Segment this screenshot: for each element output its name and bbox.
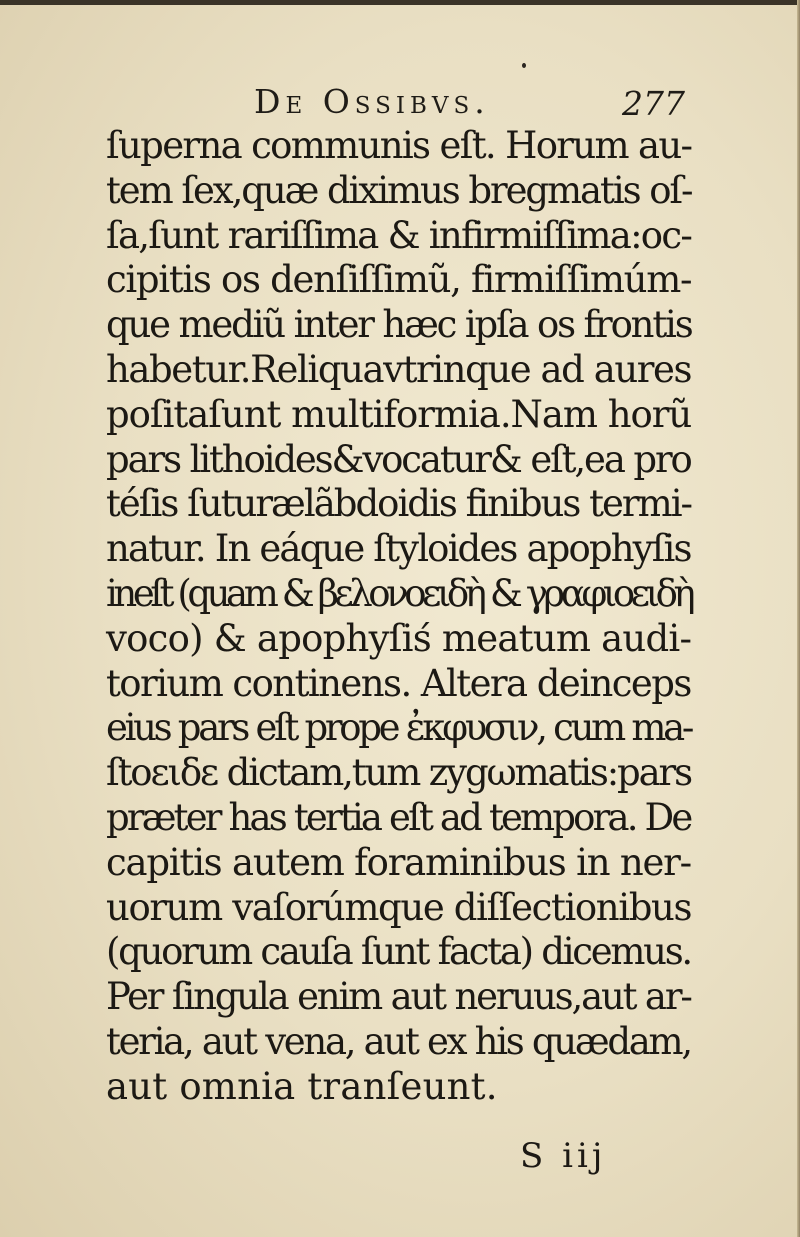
text-line: præter has tertia eſt ad tempora. De	[106, 795, 691, 839]
text-line: ſuperna communis eſt. Horum au-	[106, 124, 692, 167]
body-text	[106, 124, 692, 1110]
text-line: teria, aut vena, aut ex his quædam,	[106, 1019, 691, 1063]
ink-speck	[522, 63, 526, 68]
page-number: 277	[622, 84, 685, 123]
text-line: ſtoειδε dictam,tum zygωmatis:pars	[106, 751, 691, 795]
text-line: eius pars eſt prope ἐκφυσιν, cum ma-	[106, 706, 692, 750]
text-line: uorum vaſorúmque diſſectionibus	[106, 885, 692, 929]
text-line: ſa,ſunt rariſſima & infirmiſſima:oc-	[106, 213, 692, 257]
text-line: voco) & apophyſiś meatum audi-	[106, 616, 692, 660]
text-line: ineſt (quam & βελονοειδὴ & γραφιοειδὴ	[106, 571, 692, 615]
text-line: (quorum cauſa ſunt facta) dicemus.	[106, 930, 691, 974]
running-head: De Ossibvs.	[254, 82, 490, 121]
text-line: aut omnia tranſeunt.	[106, 1064, 498, 1108]
text-line: Per ſingula enim aut neruus,aut ar-	[106, 975, 691, 1019]
text-line: cipitis os denſiſſimũ, firmiſſimúm-	[106, 258, 692, 302]
text-line: torium continens. Altera deinceps	[106, 661, 691, 705]
text-line: habetur.Reliquavtrinque ad aures	[106, 347, 692, 391]
page-header	[0, 82, 800, 126]
signature-mark: S iij	[520, 1136, 607, 1176]
text-line: poſitaſunt multiformia.Nam horũ	[106, 392, 692, 436]
text-line: tem ſex,quæ diximus bregmatis oſ-	[106, 168, 692, 212]
text-line: pars lithoides&vocatur& eſt,ea pro	[106, 437, 691, 481]
text-line: que mediũ inter hæc ipſa os frontis	[106, 303, 692, 347]
text-line: natur. In eáque ſtyloides apophyſis	[106, 527, 691, 571]
text-line: téſis ſuturælãbdoidis finibus termi-	[106, 482, 692, 526]
page-top-edge	[0, 0, 800, 5]
text-line: capitis autem foraminibus in ner-	[106, 840, 691, 884]
